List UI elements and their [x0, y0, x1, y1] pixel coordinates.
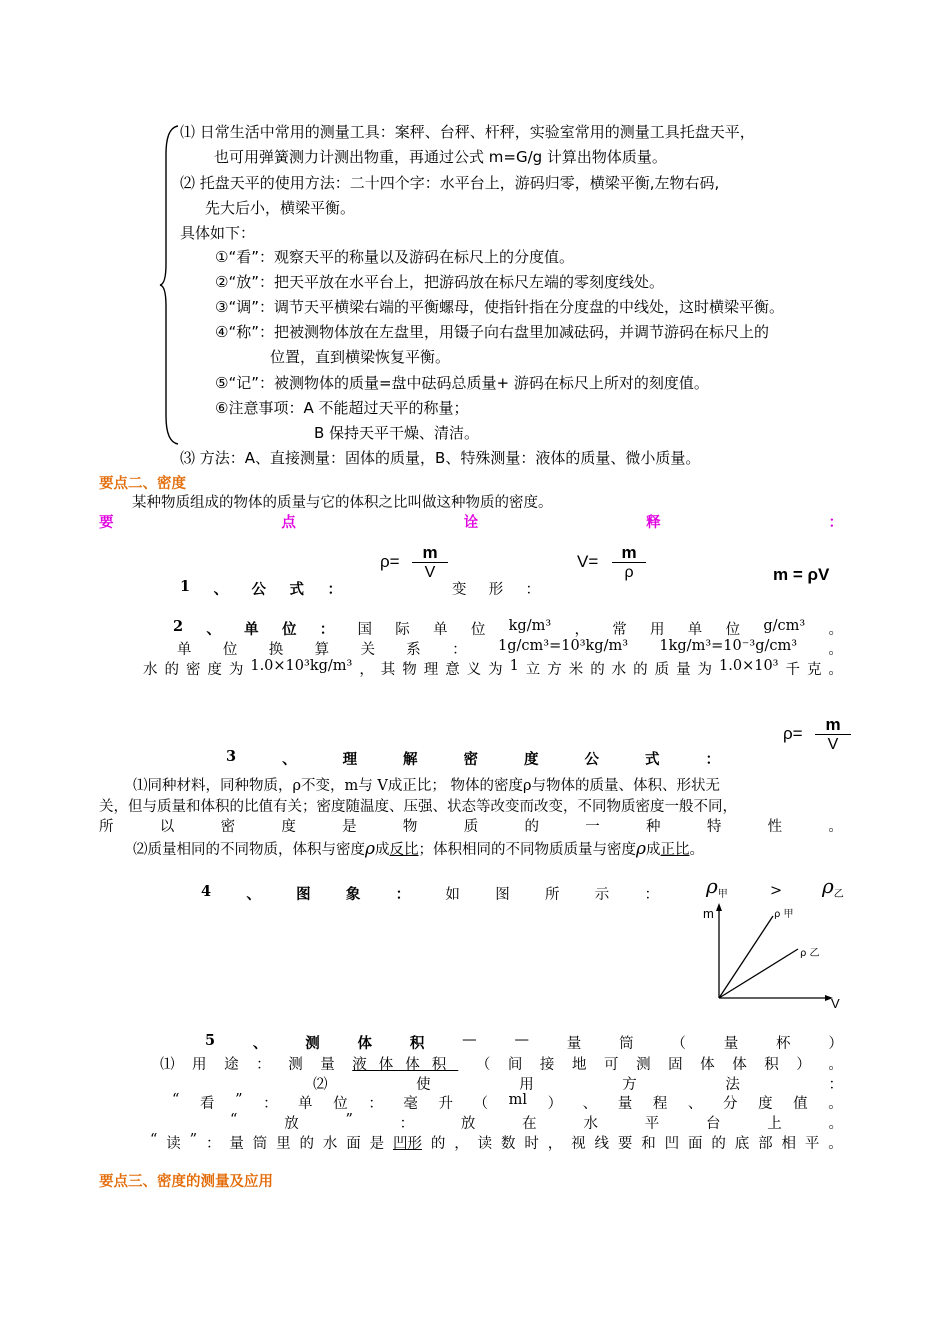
gt-sign: > — [770, 883, 783, 899]
density-definition: 某种物质组成的物体的质量与它的体积之比叫做这种物质的密度。 — [132, 495, 553, 511]
use-row: ⑴ 用 途 ： 测 量 液体体积 （ 间 接 地 可 测 固 体 体 积 ） 。 — [160, 1057, 843, 1073]
graph-label-m: m — [703, 906, 714, 921]
graph-line-yi — [719, 949, 798, 998]
s1-step1: ①“看”：观察天平的称量以及游码在标尺上的分度值。 — [215, 248, 574, 266]
left-brace-icon — [158, 124, 180, 446]
formula-rho-right: ρ= — [783, 724, 803, 743]
p1-line2: 关，但与质量和体积的比值有关；密度随温度、压强、状态等改变而改变，不同物质密度一般不同， — [99, 799, 737, 815]
rho-jia: $\rho_甲$ — [706, 874, 728, 900]
unit-row-1: 2 、 单 位 ： 国 际 单 位 kg/m³ ， 常 用 单 位 g/cm³ 。 — [173, 618, 843, 638]
p2-line: ⑵质量相同的不同物质，体积与密度ρ成反比；体积相同的不同物质质量与密度ρ成正比。 — [133, 839, 704, 859]
s1-step3: ③“调”：调节天平横梁右端的平衡螺母，使指针指在分度盘的中线处，这时横梁平衡。 — [215, 298, 784, 316]
s1-item2-line1: ⑵ 托盘天平的使用方法：二十四个字：水平台上，游码归零，横梁平衡,左物右码, — [180, 174, 720, 192]
graph-label-v: V — [831, 996, 840, 1010]
s1-item3: ⑶ 方法：A、直接测量：固体的质量，B、特殊测量：液体的质量、微小质量。 — [180, 449, 701, 467]
measure-row: 5 、 测 体 积 — — 量 筒 （ 量 杯 ） — [205, 1032, 843, 1052]
s1-step6-line1: ⑥注意事项：A 不能超过天平的称量； — [215, 399, 469, 417]
density-graph — [700, 900, 850, 1010]
formula-v: V= — [577, 552, 599, 571]
section3-heading: 要点三、密度的测量及应用 — [99, 1173, 273, 1190]
s1-step4-line2: 位置，直到横梁恢复平衡。 — [270, 348, 451, 366]
p1-line1: ⑴同种材料，同种物质，ρ不变，m与 V成正比； 物体的密度ρ与物体的质量、体积、形状无 — [133, 778, 720, 794]
section2-heading: 要点二、密度 — [99, 475, 186, 492]
unit-row-2: 单 位 换 算 关 系 ： 1g/cm³=10³kg/m³ 1kg/m³=10⁻³g/cm³ 。 — [177, 638, 843, 658]
s1-step4-line1: ④“称”：把被测物体放在左盘里，用镊子向右盘里加减砝码，并调节游码在标尺上的 — [215, 323, 769, 341]
image-row: 4 、 图 象 ： 如 图 所 示 ： — [201, 883, 659, 903]
transform-label: 变 形 ： — [452, 582, 540, 598]
method-row: ⑵ 使 用 方 法 ： — [313, 1077, 843, 1093]
read-row: “ 读 ” ： 量 筒 里 的 水 面 是 凹形 的 ， 读 数 时 ， 视 线 要 和 凹 面 的 底 部 相 平 。 — [150, 1132, 843, 1152]
s1-item1-line2: 也可用弹簧测力计测出物重，再通过公式 m=G/g 计算出物体质量。 — [214, 148, 667, 166]
rho-yi: $\rho_乙$ — [822, 874, 844, 900]
s1-step2: ②“放”：把天平放在水平台上，把游码放在标尺左端的零刻度线处。 — [215, 273, 664, 291]
s1-item1-line1: ⑴ 日常生活中常用的测量工具：案秤、台秤、杆秤，实验室常用的测量工具托盘天平， — [180, 123, 755, 141]
s1-item2-line2: 先大后小，横梁平衡。 — [205, 199, 356, 217]
graph-label-yi: ρ 乙 — [800, 948, 820, 959]
formula-frac-m-v: m V — [412, 545, 448, 582]
formula-frac-m-rho: m ρ — [612, 545, 646, 582]
graph-m-arrow-icon — [716, 903, 722, 911]
formula-m-rho-v: m = ρV — [773, 565, 830, 584]
formula-label: 1 、 公 式 ： — [180, 578, 342, 598]
understand-label: 3 、 理 解 密 度 公 式 ： — [226, 748, 720, 768]
formula-rho: ρ= — [380, 552, 400, 571]
s1-step6-line2: B 保持天平干燥、清洁。 — [314, 424, 480, 442]
p1-line3: 所 以 密 度 是 物 质 的 一 种 特 性 。 — [99, 819, 843, 835]
s1-step5: ⑤“记”：被测物体的质量=盘中砝码总质量+ 游码在标尺上所对的刻度值。 — [215, 374, 709, 392]
formula-frac-right: m V — [815, 717, 851, 754]
look-row: “ 看 ” ： 单 位 ： 毫 升 （ ml ） 、 量 程 、 分 度 值 。 — [172, 1092, 843, 1112]
s1-detail-intro: 具体如下： — [180, 224, 256, 242]
unit-row-3: 水 的 密 度 为 1.0×10³kg/m³ ， 其 物 理 意 义 为 1 立 方 米 的 水 的 质 量 为 1.0×10³ 千 克 。 — [143, 658, 843, 678]
graph-line-jia — [719, 916, 773, 998]
put-row: “ 放 ” ： 放 在 水 平 台 上 。 — [230, 1112, 843, 1132]
graph-label-jia: ρ 甲 — [774, 909, 794, 920]
explain-heading: 要 点 诠 释 ： — [99, 514, 843, 531]
